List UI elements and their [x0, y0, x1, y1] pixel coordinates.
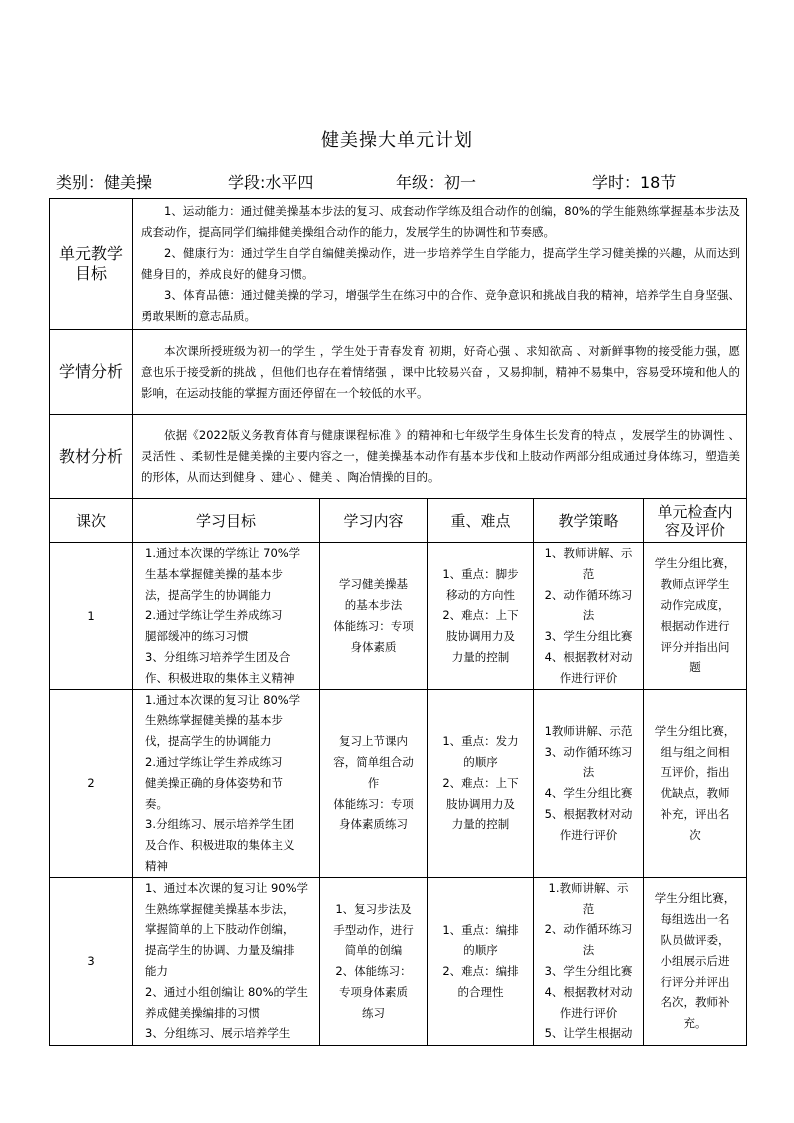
- cell-line: 及合作、积极进取的集体主义: [145, 838, 295, 853]
- cell-line: 1.教师讲解、示: [548, 880, 629, 895]
- cell-line: 3、学生分组比赛: [544, 963, 633, 978]
- lesson-key-points: [428, 689, 534, 877]
- cell-line: 动作完成度，: [660, 597, 730, 612]
- goal-paragraph: 1、运动能力：通过健美操基本步法的复习、成套动作学练及组合动作的创编，80%的学生能熟练掌握基本步法及成套动作，提高同学们编排健美操组合动作的能力，发展学生的协调性和节奏感。: [141, 204, 741, 239]
- header-evaluation-line2: 容及评价: [665, 520, 726, 539]
- cell-line: 补充，评出名: [660, 806, 730, 821]
- cell-line: 1、重点：发力: [442, 734, 519, 749]
- clipped-cell-content: [145, 878, 316, 1040]
- cell-line: 1教师讲解、示范: [544, 723, 633, 738]
- cell-line: 体能练习：专项: [333, 618, 414, 633]
- lesson-key-points: [428, 877, 534, 1045]
- learners-text: [133, 330, 747, 415]
- cell-line: 次: [689, 827, 701, 842]
- header-key-points: 重、难点: [428, 499, 534, 543]
- cell-line: 3、学生分组比赛: [544, 629, 633, 644]
- materials-row: [50, 415, 747, 499]
- lesson-goals: [133, 543, 320, 690]
- cell-line: 的合理性: [457, 985, 504, 1000]
- lesson-number: 3: [50, 877, 133, 1045]
- cell-line: 肢协调用力及: [446, 796, 515, 811]
- cell-line: 手型动作，进行: [333, 922, 414, 937]
- learners-row: [50, 330, 747, 415]
- cell-line: 生基本掌握健美操的基本步: [145, 566, 283, 581]
- cell-line: 优缺点，教师: [660, 786, 730, 801]
- cell-line: 4、学生分组比赛: [544, 786, 633, 801]
- header-evaluation: [644, 499, 747, 543]
- cell-line: 移动的方向性: [446, 587, 515, 602]
- cell-line: 1、重点：编排: [442, 922, 519, 937]
- lesson-content: [320, 689, 428, 877]
- cell-line: 专项身体素质: [339, 985, 408, 1000]
- meta-hours: 学时：18节: [592, 173, 677, 192]
- cell-line: 名次，教师补: [660, 995, 730, 1010]
- cell-line: 力量的控制: [451, 817, 510, 832]
- lesson-strategy: [534, 543, 644, 690]
- cell-line: 作: [367, 775, 380, 790]
- header-evaluation-line1: 单元检查内: [657, 502, 733, 521]
- cell-line: 的顺序: [463, 754, 498, 769]
- cell-line: 养成健美操编排的习惯: [145, 1005, 260, 1020]
- lesson-evaluation: [644, 543, 747, 690]
- unit-meta: [56, 170, 746, 192]
- cell-line: 3、分组练习、展示培养学生: [145, 1026, 291, 1040]
- cell-line: 组与组之间相: [660, 744, 730, 759]
- cell-line: 根据动作进行: [660, 618, 730, 633]
- lesson-content: [320, 543, 428, 690]
- cell-line: 生熟练掌握健美操基本步法，: [145, 901, 295, 916]
- cell-line: 生熟练掌握健美操的基本步: [145, 713, 283, 728]
- clipped-cell-content: [537, 878, 640, 1040]
- cell-line: 奏。: [145, 796, 168, 811]
- cell-line: 充。: [683, 1016, 707, 1031]
- cell-line: 教师点评学生: [660, 577, 730, 592]
- cell-line: 范: [582, 566, 595, 581]
- learners-paragraph: 本次课所授班级为初一的学生 ，学生处于青春发育 初期，好奇心强 、求知欲高 、对新鲜事物的接受能力强，愿意也乐于接受新的挑战 ，但他们也存在着情绪强 ，课中比较易兴奋 ，又易抑制，精神不易集中，容易受环境和他人的影响，在运动技能的掌握方面还停留在一个较低的水平。: [141, 343, 741, 400]
- table-row: [50, 877, 747, 1045]
- cell-line: 作、积极进取的集体主义精神: [145, 670, 295, 685]
- cell-line: 健美操正确的身体姿势和节: [145, 775, 283, 790]
- cell-line: 法: [582, 608, 595, 623]
- cell-line: 1、通过本次课的复习让 90%学: [145, 880, 309, 895]
- cell-line: 1.通过本次课的学练让 70%学: [145, 546, 301, 560]
- cell-line: 2、通过小组创编让 80%的学生: [145, 984, 309, 999]
- cell-line: 2、难点：上下: [442, 775, 519, 790]
- cell-line: 能力: [145, 963, 168, 978]
- cell-line: 1、复习步法及: [335, 901, 412, 916]
- cell-line: 的基本步法: [344, 597, 403, 612]
- goals-label-line1: 单元教学: [58, 244, 123, 263]
- unit-plan-table: [49, 198, 747, 1046]
- cell-line: 精神: [145, 858, 168, 873]
- cell-line: 5、让学生根据动: [544, 1026, 633, 1040]
- goals-row: [50, 199, 747, 330]
- cell-line: 练习: [362, 1005, 385, 1020]
- cell-line: 体能练习：专项: [333, 796, 414, 811]
- materials-paragraph: 依据《2022版义务教育体育与健康课程标准 》的精神和七年级学生身体生长发育的特点 ，发展学生的协调性 、灵活性 、柔韧性是健美操的主要内容之一，健美操基本动作有基本步伐和上肢动作两部分组成通过身体练习，塑造美的形体，从而达到健身 、建心 、健美 、陶冶情操的目的。: [141, 428, 741, 484]
- materials-text: [133, 415, 747, 499]
- header-strategy: 教学策略: [534, 499, 644, 543]
- cell-line: 2.通过学练让学生养成练习: [145, 754, 283, 769]
- cell-line: 2、体能练习：: [335, 964, 412, 979]
- materials-label: 教材分析: [50, 415, 133, 499]
- lesson-content: [320, 877, 428, 1045]
- learners-label: 学情分析: [50, 330, 133, 415]
- meta-stage: 学段:水平四: [228, 173, 314, 192]
- cell-line: 学生分组比赛，: [654, 891, 736, 906]
- lesson-goals: [133, 689, 320, 877]
- lesson-key-points: [428, 543, 534, 690]
- cell-line: 4、根据教材对动: [544, 649, 633, 664]
- cell-line: 腿部缓冲的练习习惯: [145, 629, 249, 644]
- cell-line: 法，提高学生的协调能力: [145, 587, 272, 602]
- cell-line: 肢协调用力及: [446, 629, 515, 644]
- cell-line: 2、动作循环练习: [544, 587, 633, 602]
- cell-line: 队员做评委，: [660, 933, 730, 948]
- cell-line: 伐，提高学生的协调能力: [145, 734, 272, 749]
- cell-line: 互评价，指出: [660, 765, 730, 780]
- cell-line: 评分并指出问: [660, 639, 730, 654]
- cell-line: 学生分组比赛，: [654, 556, 736, 571]
- cell-line: 作进行评价: [559, 827, 618, 842]
- cell-line: 身体素质练习: [339, 817, 408, 832]
- goal-paragraph: 3、体育品德：通过健美操的学习，增强学生在练习中的合作、竞争意识和挑战自我的精神，培养学生自身坚强、勇敢果断的意志品质。: [141, 288, 741, 323]
- cell-line: 法: [582, 765, 595, 780]
- meta-grade: 年级：初一: [396, 173, 477, 192]
- cell-line: 3、动作循环练习: [544, 744, 633, 759]
- goals-label: [50, 199, 133, 330]
- cell-line: 2、难点：上下: [442, 608, 519, 623]
- cell-line: 每组选出一名: [660, 912, 730, 927]
- page-title: 健美操大单元计划: [321, 130, 473, 151]
- cell-line: 小组展示后进: [660, 953, 730, 968]
- cell-line: 1、教师讲解、示: [544, 546, 633, 560]
- cell-line: 简单的创编: [344, 943, 403, 958]
- lesson-evaluation: [644, 689, 747, 877]
- cell-line: 1、重点：脚步: [442, 566, 519, 581]
- header-lesson: 课次: [50, 499, 133, 543]
- cell-line: 2、动作循环练习: [544, 922, 633, 937]
- cell-line: 法: [582, 943, 595, 958]
- lesson-number: 2: [50, 689, 133, 877]
- cell-line: 4、根据教材对动: [544, 984, 633, 999]
- lesson-strategy: [534, 877, 644, 1045]
- meta-category: 类别：健美操: [56, 173, 153, 192]
- cell-line: 2、难点：编排: [442, 964, 519, 979]
- cell-line: 范: [582, 901, 595, 916]
- header-goals: 学习目标: [133, 499, 320, 543]
- cell-line: 作进行评价: [559, 670, 618, 685]
- lesson-evaluation: [644, 877, 747, 1045]
- cell-line: 行评分并评出: [660, 974, 730, 989]
- lesson-number: 1: [50, 543, 133, 690]
- table-row: [50, 689, 747, 877]
- goals-text: [133, 199, 747, 330]
- goal-paragraph: 2、健康行为：通过学生自学自编健美操动作，进一步培养学生自学能力，提高学生学习健美操的兴趣，从而达到健身目的，养成良好的健身习惯。: [141, 246, 741, 281]
- goals-label-line2: 目标: [74, 264, 107, 283]
- cell-line: 学习健美操基: [339, 577, 408, 592]
- cell-line: 学生分组比赛，: [654, 723, 736, 738]
- lesson-strategy: [534, 689, 644, 877]
- cell-line: 3.分组练习、展示培养学生团: [145, 817, 294, 832]
- cell-line: 的顺序: [463, 943, 498, 958]
- cell-line: 提高学生的协调、力量及编排: [145, 943, 295, 958]
- cell-line: 身体素质: [350, 639, 397, 654]
- cell-line: 3、分组练习培养学生团及合: [145, 649, 291, 664]
- table-header-row: [50, 499, 747, 543]
- cell-line: 复习上节课内: [339, 734, 408, 749]
- cell-line: 题: [689, 660, 701, 675]
- cell-line: 掌握简单的上下肢动作创编，: [145, 922, 295, 937]
- cell-line: 1.通过本次课的复习让 80%学: [145, 692, 301, 707]
- cell-line: 容，简单组合动: [333, 754, 414, 769]
- header-content: 学习内容: [320, 499, 428, 543]
- cell-line: 力量的控制: [451, 649, 510, 664]
- lesson-goals: [133, 877, 320, 1045]
- cell-line: 5、根据教材对动: [544, 806, 633, 821]
- table-row: [50, 543, 747, 690]
- cell-line: 作进行评价: [559, 1005, 618, 1020]
- cell-line: 2.通过学练让学生养成练习: [145, 608, 283, 623]
